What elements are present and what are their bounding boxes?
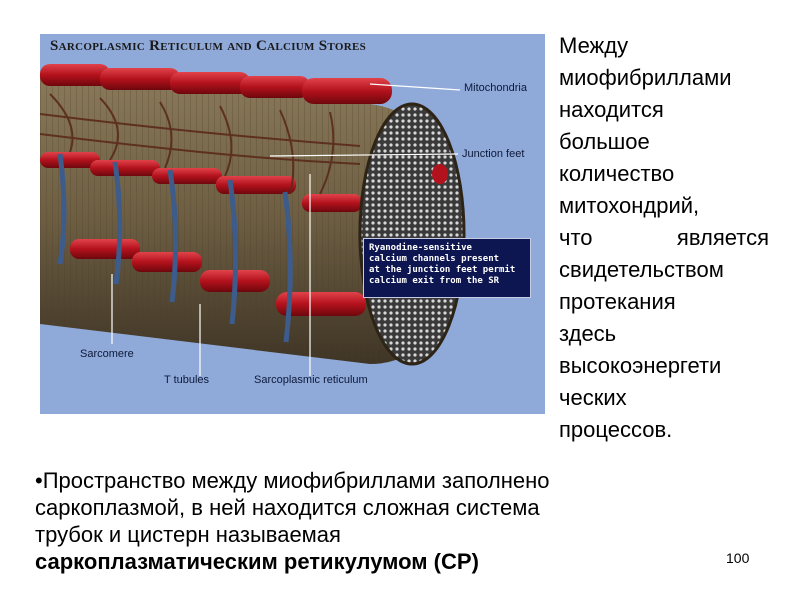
label-sarcoplasmic-reticulum: Sarcoplasmic reticulum xyxy=(254,374,368,386)
muscle-fiber-illustration xyxy=(40,34,545,414)
side-text-line: ческих xyxy=(559,385,627,410)
side-text-line: миофибриллами xyxy=(559,65,732,90)
label-junction-feet: Junction feet xyxy=(462,148,525,160)
side-text-line: свидетельством xyxy=(559,257,724,282)
side-paragraph xyxy=(559,30,769,446)
bullet-paragraph xyxy=(35,467,675,575)
bullet-line: трубок и цистерн называемая xyxy=(35,522,341,547)
bullet-line: саркоплазмой, в ней находится сложная система xyxy=(35,495,540,520)
side-text-line: находится xyxy=(559,97,664,122)
side-text-line: здесь xyxy=(559,321,617,346)
bullet-line-emphasis: саркоплазматическим ретикулумом (СР) xyxy=(35,549,479,574)
bullet-line: •Пространство между миофибриллами заполнено xyxy=(35,468,550,493)
side-text-line: большое xyxy=(559,129,650,154)
callout-line: Ryanodine-sensitive xyxy=(369,243,472,253)
callout-line: calcium channels present xyxy=(369,254,500,264)
side-text-line: что является xyxy=(559,225,769,250)
page-number: 100 xyxy=(726,550,750,566)
ryanodine-callout-box xyxy=(363,238,531,298)
callout-line: calcium exit from the SR xyxy=(369,276,500,286)
figure-title: Sarcoplasmic Reticulum and Calcium Stores xyxy=(50,38,367,54)
side-text-line: процессов. xyxy=(559,417,673,442)
side-text-line: митохондрий, xyxy=(559,193,700,218)
side-text-line: протекания xyxy=(559,289,676,314)
label-mitochondria: Mitochondria xyxy=(464,82,527,94)
label-sarcomere: Sarcomere xyxy=(80,348,134,360)
label-t-tubules: T tubules xyxy=(164,374,210,386)
side-text-line: высокоэнергети xyxy=(559,353,722,378)
side-text-line: количество xyxy=(559,161,675,186)
callout-line: at the junction feet permit xyxy=(369,265,516,275)
side-text-line: Между xyxy=(559,33,629,58)
